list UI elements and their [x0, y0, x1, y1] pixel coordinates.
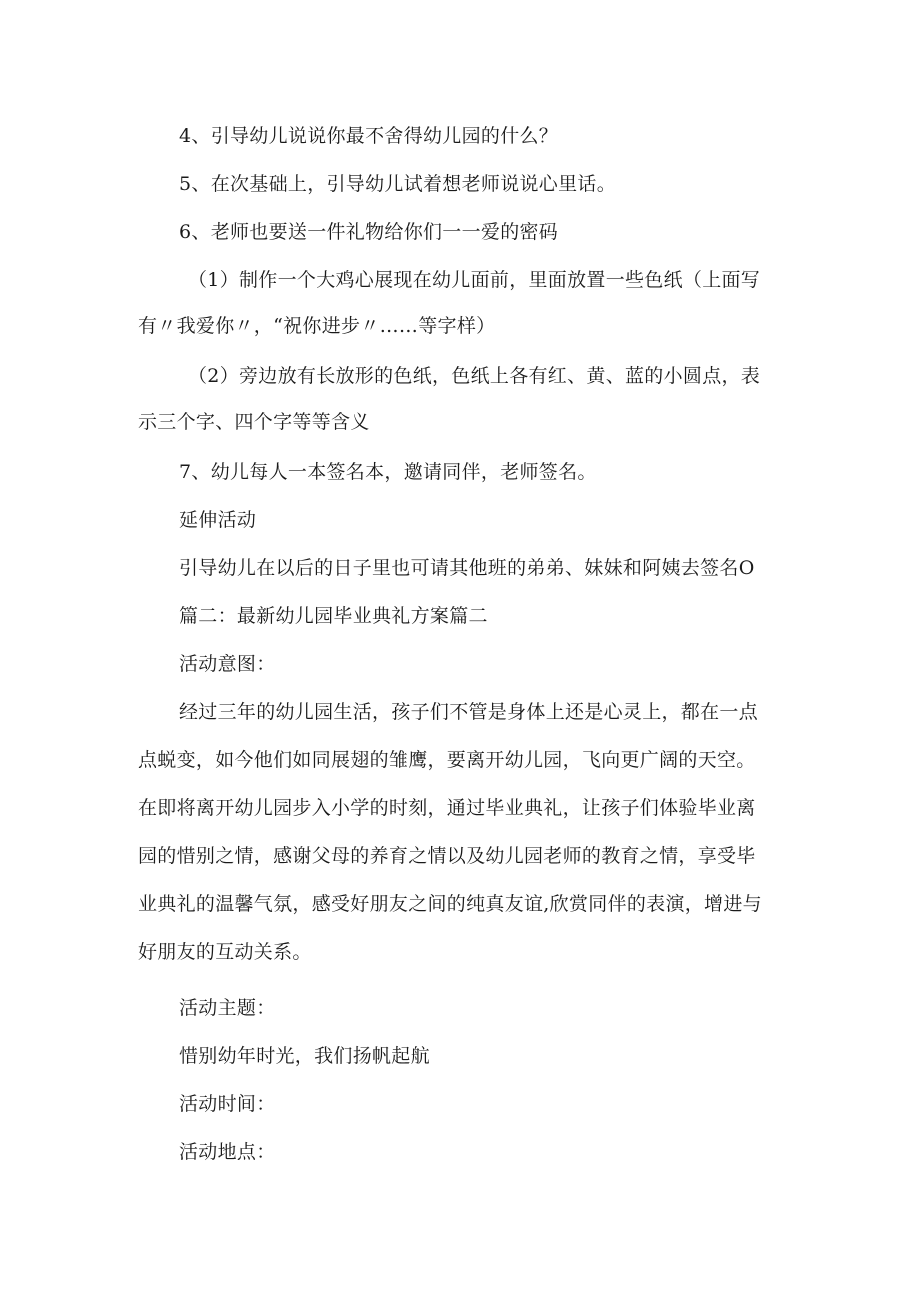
time-heading: 活动时间： — [179, 1093, 276, 1115]
intent-paragraph-line: 在即将离开幼儿园步入小学的时刻，通过毕业典礼，让孩子们体验毕业离 — [138, 797, 756, 819]
list-item-6: 6、老师也要送一件礼物给你们一一爱的密码 — [179, 221, 559, 243]
sub-item-1-line-1: （1）制作一个大鸡心展现在幼儿面前，里面放置一些色纸（上面写 — [188, 269, 761, 291]
theme-heading: 活动主题： — [179, 997, 276, 1019]
intent-heading: 活动意图： — [179, 653, 276, 675]
intent-paragraph-line: 业典礼的温馨气氛，感受好朋友之间的纯真友谊,欣赏同伴的表演，增进与 — [138, 893, 762, 915]
intent-paragraph-line: 经过三年的幼儿园生活，孩子们不管是身体上还是心灵上，都在一点 — [179, 701, 759, 723]
sub-item-1-line-2: 有〃我爱你〃，“祝你进步〃……等字样） — [138, 315, 496, 337]
list-item-7: 7、幼儿每人一本签名本，邀请同伴，老师签名。 — [179, 461, 597, 483]
sub-item-2-line-2: 示三个字、四个字等等含义 — [138, 411, 370, 433]
sub-item-2-line-1: （2）旁边放有长放形的色纸，色纸上各有红、黄、蓝的小圆点，表 — [188, 365, 761, 387]
intent-paragraph-line: 好朋友的互动关系。 — [138, 941, 312, 963]
intent-paragraph-line: 点蜕变，如今他们如同展翅的雏鹰，要离开幼儿园，飞向更广阔的天空。 — [138, 749, 756, 771]
part-two-title: 篇二：最新幼儿园毕业典礼方案篇二 — [179, 605, 488, 627]
intent-paragraph-line: 园的惜别之情，感谢父母的养育之情以及幼儿园老师的教育之情，享受毕 — [138, 845, 756, 867]
theme-text: 惜别幼年时光，我们扬帆起航 — [179, 1045, 430, 1067]
extension-heading: 延伸活动 — [179, 509, 257, 531]
list-item-4: 4、引导幼儿说说你最不舍得幼儿园的什么？ — [179, 125, 559, 147]
place-heading: 活动地点： — [179, 1141, 276, 1163]
list-item-5: 5、在次基础上，引导幼儿试着想老师说说心里话。 — [179, 173, 616, 195]
extension-text: 引导幼儿在以后的日子里也可请其他班的弟弟、妹妹和阿姨去签名O — [179, 557, 755, 579]
